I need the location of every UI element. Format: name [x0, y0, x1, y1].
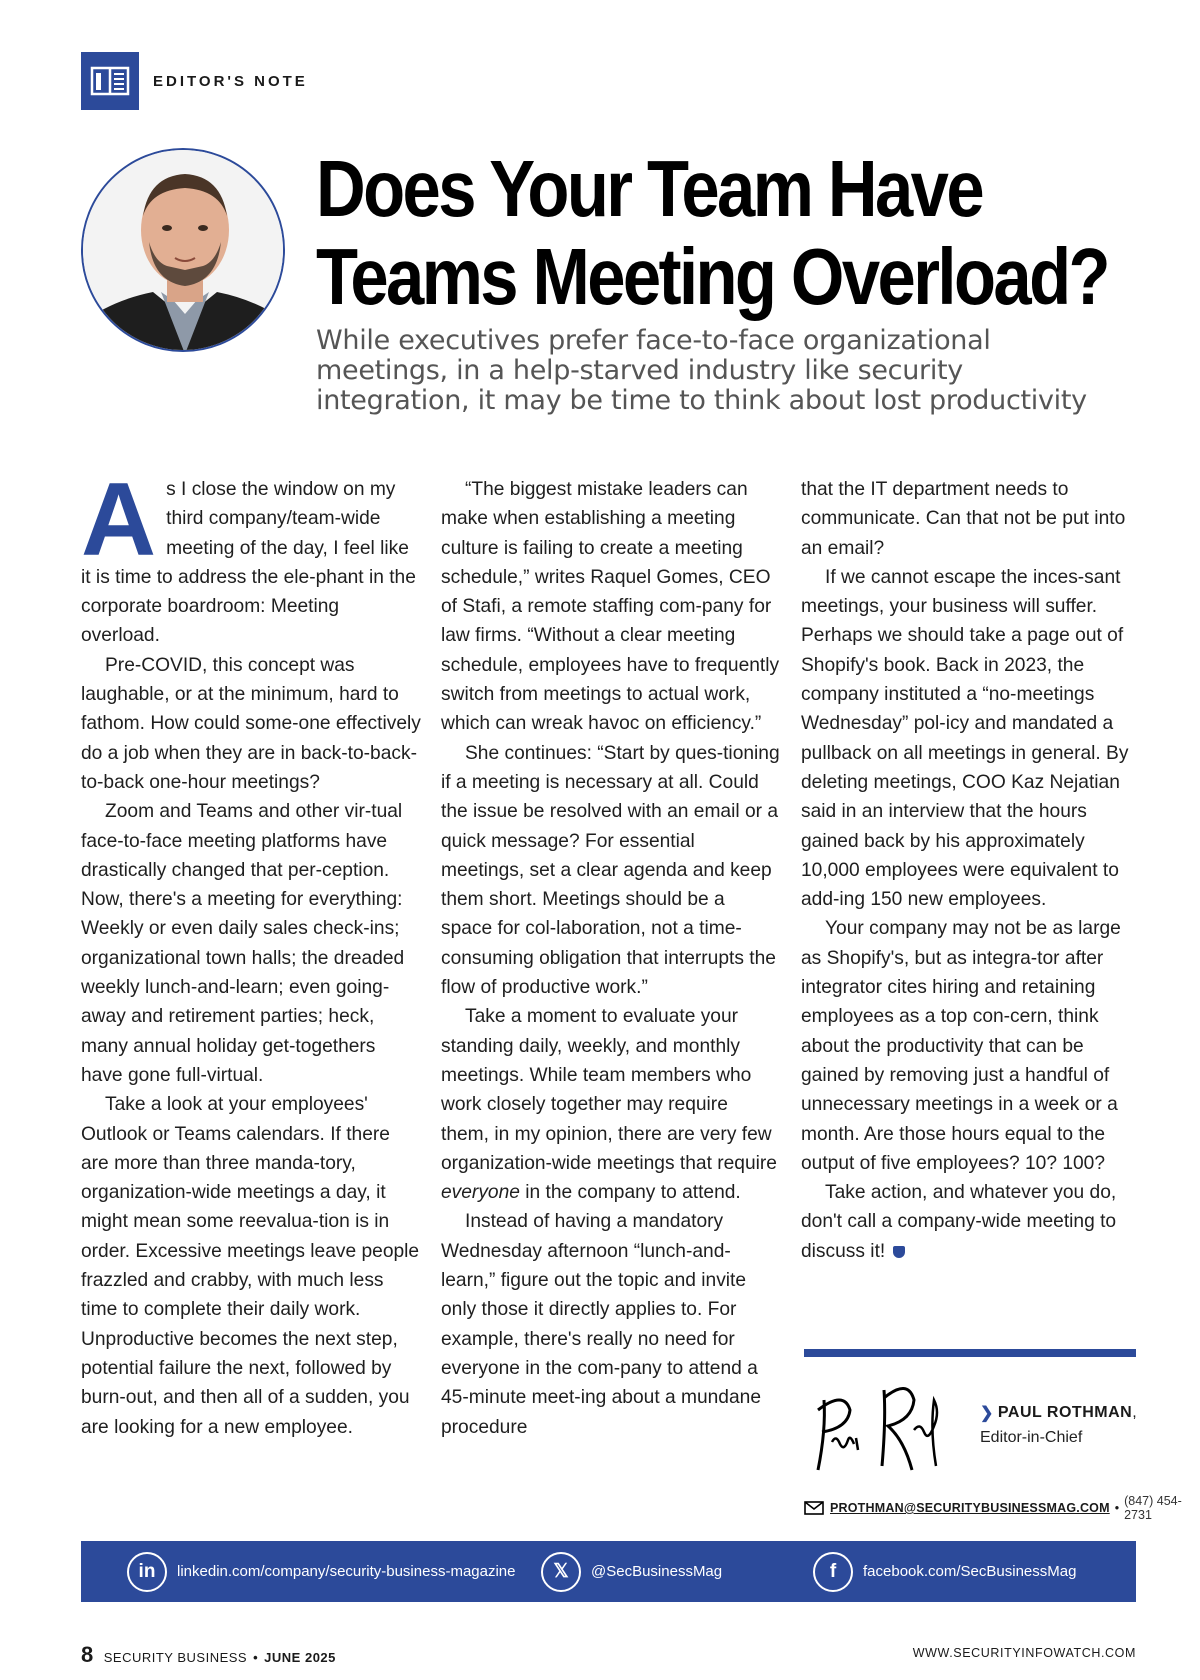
body-column-2: [441, 475, 781, 1442]
social-linkedin-link[interactable]: [127, 1552, 515, 1592]
author-portrait: [81, 148, 285, 352]
body-paragraph: She continues: “Start by ques-tioning if a meeting is necessary at all. Could the issue be resolved with an email or a quick message? For essential meetings, set a clear agenda and keep them short. Meetings should be a space for col-laboration, not a time-consuming obligation that interrupts the flow of productive work.”: [441, 742, 780, 999]
body-column-1: [81, 462, 421, 1442]
x-icon: 𝕏: [541, 1552, 581, 1592]
body-paragraph: Instead of having a mandatory Wednesday afternoon “lunch-and-learn,” figure out the topic and invite only those it directly applies to. For example, there's really no need for everyone in the com-pany to attend a 45-minute meet-ing about a mundane procedure: [441, 1211, 761, 1438]
article-body: [81, 462, 1136, 1525]
body-paragraph: “The biggest mistake leaders can make when establishing a meeting culture is failing to create a meeting schedule,” writes Raquel Gomes, CEO of Stafi, a remote staffing com-pany for law firms. “Without a clear meeting schedule, employees have to frequently switch from meetings to actual work, which can wreak havoc on efficiency.”: [441, 479, 780, 735]
body-column-3: [801, 475, 1141, 1266]
linkedin-icon: in: [127, 1552, 167, 1592]
headline-line-2: Teams Meeting Overload?: [316, 232, 1108, 321]
end-mark-shield-icon: [893, 1246, 905, 1258]
page-number: 8: [81, 1642, 94, 1667]
body-paragraph: Pre-COVID, this concept was laughable, or at the minimum, hard to fathom. How could some-one effectively do a job when they are in back-to-back-to-back one-hour meetings?: [81, 654, 421, 793]
footer-separator: •: [253, 1650, 259, 1665]
body-paragraph: Take a look at your employees' Outlook or Teams calendars. If there are more than three manda-tory, organization-wide meetings a day, it might mean some reevalua-tion is in order. Excessive meetings leave people frazzled and crabby, with much less time to complete their daily work. Unproductive becomes the next step, potential failure the next, followed by burn-out, and then all of a sudden, you are looking for a new employee.: [81, 1094, 420, 1438]
signature-rule: [804, 1349, 1136, 1357]
page-footer-left: [81, 1642, 336, 1668]
author-name-row: [980, 1403, 1137, 1423]
paragraph-text: s I close the window on my third company/team-wide meeting of the day, I feel like it is time to address the ele-phant in the corporate boardroom: Meeting overload.: [81, 479, 416, 647]
social-x-text: @SecBusinessMag: [591, 1563, 723, 1580]
open-book-icon: [81, 52, 139, 110]
social-bar: [81, 1541, 1136, 1602]
paragraph-text: Take a moment to evaluate your standing daily, weekly, and monthly meetings. While team members who work closely together may require them, in my opinion, there are very few organization-wide meetings that require: [441, 1006, 777, 1174]
body-paragraph: Your company may not be as large as Shopify's, but as integra-tor after integrator cites hiring and retaining employees as a top con-cern, think about the productivity that can be gained by removing just a handful of unnecessary meetings in a week or a month. Are those hours equal to the output of five employees? 10? 100?: [801, 918, 1121, 1174]
emphasis-text: everyone: [441, 1182, 520, 1204]
social-x-link[interactable]: [541, 1552, 722, 1592]
body-paragraph: that the IT department needs to communicate. Can that not be put into an email?: [801, 479, 1126, 559]
author-name-comma: ,: [1132, 1404, 1138, 1421]
social-facebook-text: facebook.com/SecBusinessMag: [863, 1563, 1077, 1580]
author-title: Editor-in-Chief: [980, 1429, 1083, 1446]
body-paragraph: [441, 1002, 781, 1207]
headline-line-1: Does Your Team Have: [316, 144, 983, 233]
author-name: PAUL ROTHMAN: [997, 1404, 1133, 1421]
website-url[interactable]: WWW.SECURITYINFOWATCH.COM: [912, 1646, 1136, 1660]
paragraph-text: Take action, and whatever you do, don't call a company-wide meeting to discuss it!: [801, 1182, 1117, 1262]
chevron-right-icon: ❯: [980, 1405, 994, 1422]
contact-separator: •: [1114, 1501, 1120, 1515]
section-tag: [81, 52, 308, 110]
author-contact: [804, 1494, 1200, 1522]
section-label: EDITOR'S NOTE: [153, 72, 308, 90]
body-paragraph: [81, 462, 421, 651]
handwritten-signature: [804, 1370, 964, 1490]
drop-cap: A: [81, 462, 157, 578]
social-facebook-link[interactable]: [813, 1552, 1076, 1592]
envelope-icon: [804, 1501, 824, 1515]
issue-date: JUNE 2025: [264, 1650, 336, 1665]
deck-subheadline: While executives prefer face-to-face organizational meetings, in a help-starved industry like security integration, it may be time to think about lost productivity: [316, 325, 1087, 416]
body-paragraph: Zoom and Teams and other vir-tual face-to-face meeting platforms have drastically changed that per-ception. Now, there's a meeting for everything: Weekly or even daily sales check-ins; organizational town halls; the dreaded weekly lunch-and-learn; even going-away and retirement parties; heck, many annual holiday get-togethers have gone full-virtual.: [81, 801, 405, 1086]
social-linkedin-text: linkedin.com/company/security-business-magazine: [177, 1563, 516, 1580]
body-paragraph: If we cannot escape the inces-sant meetings, your business will suffer. Perhaps we should take a page out of Shopify's book. Back in 2023, the company instituted a “no-meetings Wednesday” pol-icy and mandated a pullback on all meetings in general. By deleting meetings, COO Kaz Nejatian said in an interview that the hours gained back by his approximately 10,000 employees were equivalent to add-ing 150 new employees.: [801, 566, 1129, 911]
magazine-name: SECURITY BUSINESS: [103, 1650, 248, 1665]
facebook-icon: f: [813, 1552, 853, 1592]
author-info: [980, 1403, 1137, 1447]
body-paragraph: [801, 1178, 1141, 1266]
paragraph-text: in the company to attend.: [525, 1182, 741, 1204]
headline: [316, 144, 1108, 321]
author-email-link[interactable]: PROTHMAN@SECURITYBUSINESSMAG.COM: [830, 1501, 1110, 1515]
author-phone: (847) 454-2731: [1124, 1494, 1182, 1522]
